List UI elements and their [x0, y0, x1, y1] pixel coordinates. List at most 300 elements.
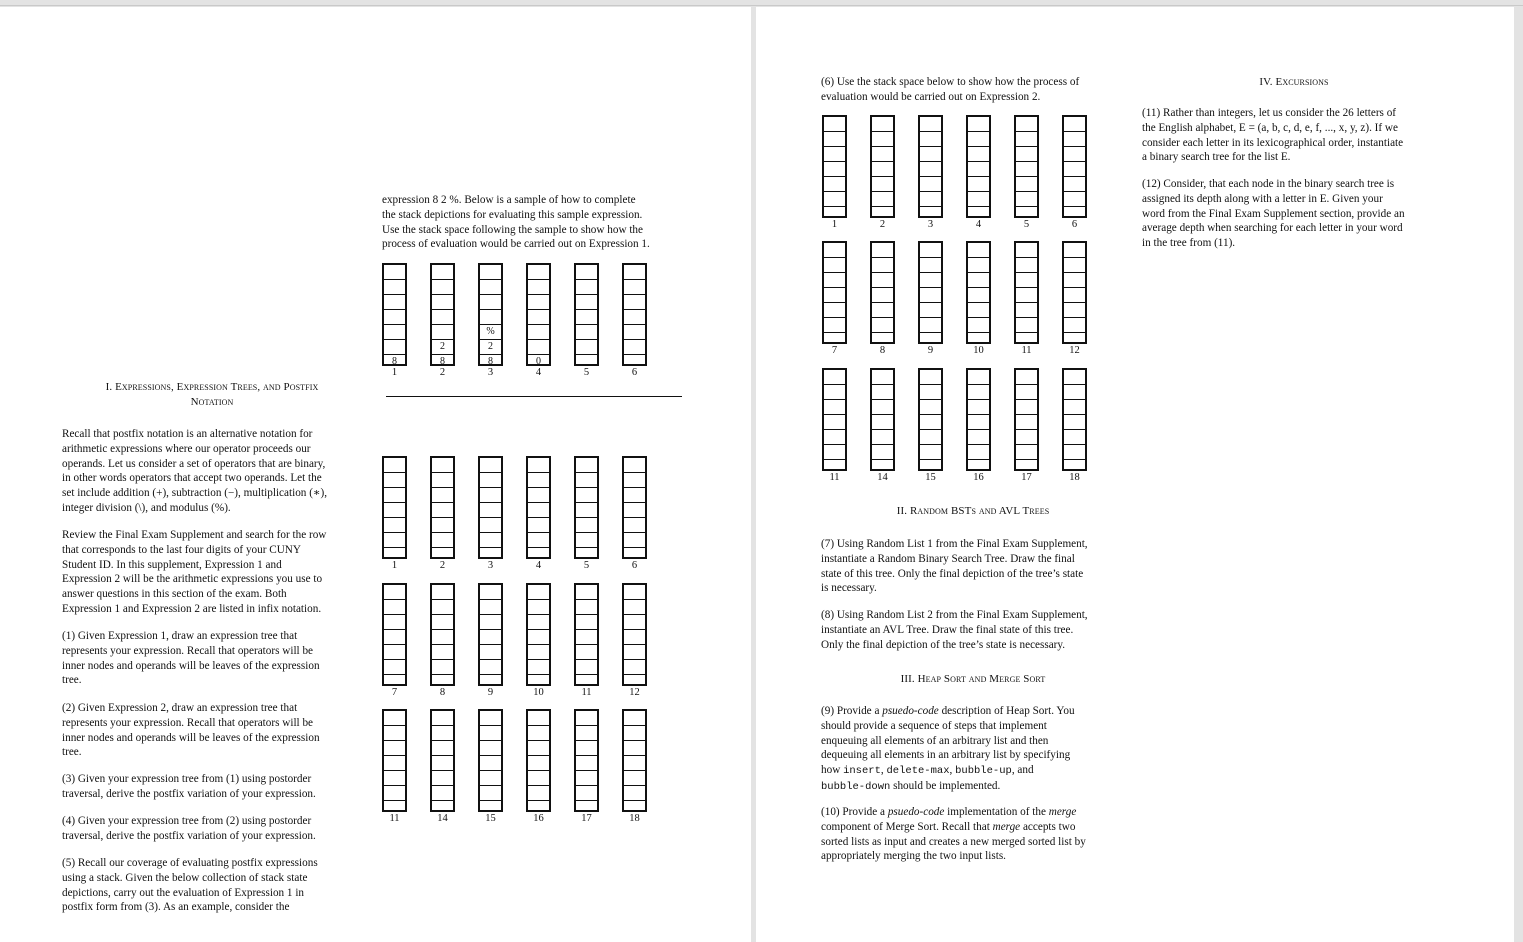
stack-cell — [824, 117, 845, 132]
text-line: Use the stack space following the sample to show how the — [382, 223, 643, 236]
stack-number-label: 6 — [631, 367, 638, 378]
stack-cell — [432, 660, 453, 675]
stack-cell — [920, 258, 941, 273]
stack-cell — [432, 726, 453, 741]
stack-cell — [576, 310, 597, 325]
stack-cell — [576, 615, 597, 630]
stack-cell — [872, 162, 893, 177]
stack-cell — [528, 265, 549, 280]
stack-box — [526, 456, 551, 559]
sample-intro-paragraph — [382, 193, 686, 252]
stack-cell — [528, 615, 549, 630]
stack-cell — [528, 756, 549, 771]
stack-cell — [528, 340, 549, 355]
stack-box — [918, 241, 943, 344]
text-line: the stack depictions for evaluating this sample expression. — [382, 208, 643, 221]
stack-cell — [384, 265, 405, 280]
text-line: (11) Rather than integers, let us consider the 26 letters of — [1142, 107, 1397, 119]
question-2 — [62, 701, 364, 760]
stack-cell — [432, 310, 453, 325]
stack-cell — [1016, 132, 1037, 147]
stack-cell — [480, 503, 501, 518]
text-run: merge — [992, 820, 1021, 833]
text-line: represents your expression. Recall that operators will be — [62, 644, 314, 657]
stack-number-label: 17 — [1021, 472, 1032, 483]
stack-cell — [824, 445, 845, 460]
stack-cell — [920, 415, 941, 430]
text-line: is necessary. — [821, 582, 877, 595]
text-line: evaluation would be carried out on Expression 2. — [821, 90, 1041, 103]
stack-cell — [528, 660, 549, 675]
stack-cell — [824, 415, 845, 430]
text-run: , and — [1011, 764, 1034, 777]
stack-cell — [528, 503, 549, 518]
text-line: appropriately merging the two input lists. — [821, 850, 1006, 863]
stack-box — [478, 583, 503, 686]
text-line: postfix form from (3). As an example, consider the — [62, 901, 290, 914]
stack-cell — [968, 243, 989, 258]
stack-cell — [528, 645, 549, 660]
question-11 — [1142, 106, 1442, 165]
stack-cell: 2 — [432, 340, 453, 355]
text-line: answer questions in this section of the exam. Both — [62, 588, 287, 601]
review-paragraph — [62, 528, 364, 617]
stack-cell — [528, 280, 549, 295]
stack-cell — [872, 370, 893, 385]
text-line: Student ID. In this supplement, Expression 1 and — [62, 558, 282, 571]
stack-number-label: 2 — [439, 367, 446, 378]
stack-cell — [384, 645, 405, 660]
text-line: Review the Final Exam Supplement and search for the row — [62, 529, 327, 541]
stack-cell — [384, 741, 405, 756]
stack-box — [1014, 115, 1039, 218]
question-8 — [821, 608, 1131, 652]
stack-cell — [1064, 258, 1085, 273]
code-run: delete-max — [886, 765, 950, 778]
stack-cell — [480, 660, 501, 675]
text-line — [821, 779, 1131, 795]
stack-cell — [432, 265, 453, 280]
stack-box — [574, 709, 599, 812]
stack-box — [822, 115, 847, 218]
stack-box — [918, 368, 943, 471]
stack-cell — [1064, 370, 1085, 385]
stack-cell — [920, 430, 941, 445]
stack-box — [622, 456, 647, 559]
text-line: in other words operators that accept two operands. Let the — [62, 472, 322, 485]
stack-cell — [624, 600, 645, 615]
stack-cell — [920, 177, 941, 192]
stack-cell — [528, 518, 549, 533]
stack-cell — [480, 280, 501, 295]
stack-cell — [384, 533, 405, 548]
stack-box — [382, 263, 407, 366]
stack-cell — [1064, 192, 1085, 207]
text-run: component of Merge Sort. Recall that — [821, 820, 993, 833]
stack-number-label: 8 — [879, 345, 886, 356]
stack-cell — [576, 630, 597, 645]
stack-cell — [968, 415, 989, 430]
stack-cell — [968, 162, 989, 177]
text-run: how — [821, 764, 844, 777]
text-line: average depth when searching for each letter in your word — [1142, 222, 1403, 235]
stack-cell — [480, 458, 501, 473]
stack-box — [478, 456, 503, 559]
stack-cell — [624, 660, 645, 675]
stack-cell — [872, 273, 893, 288]
stack-cell — [480, 756, 501, 771]
stack-cell — [384, 458, 405, 473]
document-page-right — [756, 7, 1514, 942]
stack-cell — [624, 280, 645, 295]
stack-cell — [1064, 318, 1085, 333]
stack-cell — [920, 318, 941, 333]
stack-cell — [576, 660, 597, 675]
code-run: insert — [843, 765, 881, 778]
stack-cell — [1064, 303, 1085, 318]
stack-cell — [480, 473, 501, 488]
stack-cell — [432, 488, 453, 503]
text-line — [821, 763, 1131, 779]
stack-number-label: 12 — [629, 687, 640, 698]
stack-box — [822, 241, 847, 344]
stack-cell — [1064, 430, 1085, 445]
stack-cell — [480, 630, 501, 645]
stack-cell — [624, 503, 645, 518]
text-line: a binary search tree for the list E. — [1142, 151, 1291, 164]
stack-box — [526, 583, 551, 686]
question-5 — [62, 856, 364, 915]
text-line: tree. — [62, 746, 82, 759]
stack-cell — [480, 741, 501, 756]
stack-number-label: 4 — [535, 560, 542, 571]
stack-box — [526, 263, 551, 366]
text-run: (10) Provide a — [821, 806, 888, 818]
stack-box — [478, 263, 503, 366]
stack-cell — [624, 756, 645, 771]
stack-cell — [624, 771, 645, 786]
stack-number-label: 5 — [583, 367, 590, 378]
stack-number-label: 7 — [391, 687, 398, 698]
stack-box — [822, 368, 847, 471]
stack-box — [430, 583, 455, 686]
stack-cell — [624, 711, 645, 726]
stack-box — [574, 456, 599, 559]
stack-cell — [576, 473, 597, 488]
stack-cell — [432, 585, 453, 600]
stack-cell — [624, 518, 645, 533]
stack-cell — [872, 147, 893, 162]
stack-cell — [1016, 273, 1037, 288]
stack-cell — [480, 518, 501, 533]
stack-cell — [432, 711, 453, 726]
stack-cell: 8 — [392, 356, 397, 367]
stack-cell: 8 — [488, 356, 493, 367]
stack-cell — [384, 325, 405, 340]
stack-box — [1062, 368, 1087, 471]
stack-box — [622, 263, 647, 366]
stack-cell — [528, 786, 549, 801]
stack-cell — [920, 288, 941, 303]
stack-cell — [872, 243, 893, 258]
stack-cell — [968, 258, 989, 273]
stack-cell — [968, 288, 989, 303]
document-page-left — [0, 7, 751, 942]
stack-cell — [480, 771, 501, 786]
stack-cell — [1064, 400, 1085, 415]
section-title-random-bsts: II. Random BSTs and AVL Trees — [896, 505, 1050, 517]
stack-cell — [432, 756, 453, 771]
stack-cell — [872, 385, 893, 400]
stack-cell — [968, 430, 989, 445]
stack-number-label: 11 — [389, 813, 400, 824]
stack-cell — [1016, 117, 1037, 132]
stack-cell — [576, 741, 597, 756]
stack-cell — [968, 370, 989, 385]
stack-cell — [480, 488, 501, 503]
stack-cell — [824, 192, 845, 207]
question-9 — [821, 704, 1131, 795]
stack-box — [526, 709, 551, 812]
stack-cell — [528, 473, 549, 488]
stack-cell — [1016, 445, 1037, 460]
text-line: (5) Recall our coverage of evaluating postfix expressions — [62, 857, 318, 869]
stack-cell — [920, 273, 941, 288]
stack-box — [1062, 115, 1087, 218]
stack-box — [1062, 241, 1087, 344]
stack-cell — [576, 533, 597, 548]
stack-cell — [384, 771, 405, 786]
stack-cell: 0 — [536, 356, 541, 367]
stack-cell — [384, 518, 405, 533]
stack-cell — [432, 325, 453, 340]
stack-cell — [920, 243, 941, 258]
stack-cell — [872, 430, 893, 445]
text-line: expression 8 2 %. Below is a sample of how to complete — [382, 194, 636, 206]
stack-cell — [528, 533, 549, 548]
stack-cell — [920, 400, 941, 415]
intro-paragraph — [62, 427, 364, 516]
stack-cell — [528, 488, 549, 503]
text-line: (4) Given your expression tree from (2) using postorder — [62, 815, 312, 827]
stack-cell — [1064, 243, 1085, 258]
stack-cell — [872, 132, 893, 147]
stack-cell — [872, 415, 893, 430]
stack-cell — [1016, 415, 1037, 430]
stack-cell: 8 — [440, 356, 445, 367]
stack-cell — [384, 473, 405, 488]
stack-cell — [480, 615, 501, 630]
stack-cell — [1016, 430, 1037, 445]
text-line: (1) Given Expression 1, draw an expression tree that — [62, 630, 298, 642]
text-line: Recall that postfix notation is an alternative notation for — [62, 428, 313, 440]
stack-cell — [872, 177, 893, 192]
viewer-top-border — [0, 5, 1523, 6]
stack-cell — [824, 430, 845, 445]
stack-cell — [432, 645, 453, 660]
stack-cell — [824, 288, 845, 303]
stack-cell — [576, 771, 597, 786]
stack-cell — [1016, 162, 1037, 177]
stack-cell — [432, 600, 453, 615]
stack-cell — [1064, 445, 1085, 460]
text-line: tree. — [62, 674, 82, 687]
stack-cell — [384, 340, 405, 355]
stack-number-label: 5 — [1023, 219, 1030, 230]
stack-cell — [1016, 243, 1037, 258]
stack-number-label: 18 — [629, 813, 640, 824]
text-line: word from the Final Exam Supplement section, provide an — [1142, 207, 1405, 220]
stack-cell — [576, 756, 597, 771]
stack-cell — [968, 385, 989, 400]
stack-cell — [528, 630, 549, 645]
stack-cell — [624, 295, 645, 310]
stack-cell — [1064, 147, 1085, 162]
stack-cell — [624, 340, 645, 355]
stack-cell — [1064, 273, 1085, 288]
text-line: sorted lists as input and creates a new merged sorted list by — [821, 835, 1086, 848]
stack-cell — [624, 458, 645, 473]
stack-box — [966, 241, 991, 344]
text-run: description of Heap Sort. You — [938, 705, 1075, 717]
stack-cell — [384, 488, 405, 503]
stack-number-label: 1 — [391, 560, 398, 571]
stack-cell — [528, 458, 549, 473]
stack-cell — [920, 385, 941, 400]
stack-cell — [920, 192, 941, 207]
stack-cell — [920, 162, 941, 177]
stack-number-label: 14 — [877, 472, 888, 483]
stack-cell — [576, 295, 597, 310]
stack-cell — [920, 117, 941, 132]
stack-cell — [1016, 192, 1037, 207]
stack-cell — [920, 147, 941, 162]
stack-number-label: 11 — [829, 472, 840, 483]
stack-cell: 2 — [480, 340, 501, 355]
stack-cell — [1064, 177, 1085, 192]
stack-cell — [384, 615, 405, 630]
text-line: instantiate an AVL Tree. Draw the final state of this tree. — [821, 623, 1074, 636]
question-10 — [821, 805, 1131, 864]
stack-cell — [576, 786, 597, 801]
stack-cell — [480, 645, 501, 660]
stack-cell — [824, 385, 845, 400]
stack-number-label: 4 — [975, 219, 982, 230]
stack-cell — [528, 771, 549, 786]
stack-cell — [824, 162, 845, 177]
stack-cell — [920, 370, 941, 385]
stack-number-label: 10 — [533, 687, 544, 698]
stack-cell — [968, 132, 989, 147]
stack-cell — [872, 192, 893, 207]
stack-cell — [528, 726, 549, 741]
question-12 — [1142, 177, 1442, 251]
stack-cell — [968, 192, 989, 207]
stack-cell — [1064, 117, 1085, 132]
stack-number-label: 10 — [973, 345, 984, 356]
stack-number-label: 7 — [831, 345, 838, 356]
stack-box — [382, 709, 407, 812]
stack-cell — [384, 585, 405, 600]
stack-cell — [432, 280, 453, 295]
stack-box — [870, 115, 895, 218]
text-line: enqueuing all elements of an arbitrary list and then — [821, 734, 1049, 747]
stack-cell — [576, 503, 597, 518]
stack-number-label: 9 — [487, 687, 494, 698]
stack-cell — [872, 318, 893, 333]
stack-cell — [576, 458, 597, 473]
text-line — [821, 805, 1131, 820]
stack-cell — [1064, 132, 1085, 147]
stack-cell — [1064, 288, 1085, 303]
text-line: (12) Consider, that each node in the binary search tree is — [1142, 178, 1395, 190]
text-line: depictions, carry out the evaluation of Expression 1 in — [62, 886, 305, 899]
stack-cell — [968, 117, 989, 132]
stack-cell — [824, 177, 845, 192]
stack-number-label: 11 — [581, 687, 592, 698]
stack-box — [574, 583, 599, 686]
stack-cell — [824, 243, 845, 258]
question-1 — [62, 629, 364, 688]
stack-cell — [824, 132, 845, 147]
stack-cell — [920, 303, 941, 318]
section-title-line: Notation — [190, 396, 234, 408]
code-run: bubble-down — [821, 780, 891, 793]
section-title-line: I. Expressions, Expression Trees, and Postfix — [105, 381, 319, 393]
text-line: assigned its depth along with a letter in E. Given your — [1142, 192, 1383, 205]
text-line: instantiate a Random Binary Search Tree. Draw the final — [821, 552, 1075, 565]
text-line: Only the final depiction of the tree’s state is necessary. — [821, 638, 1066, 651]
text-line: in the tree from (11). — [1142, 237, 1236, 250]
text-line — [821, 704, 1131, 719]
stack-cell — [432, 741, 453, 756]
stack-cell — [432, 771, 453, 786]
stack-cell — [528, 600, 549, 615]
section-title-expressions — [62, 380, 362, 410]
stack-number-label: 3 — [487, 367, 494, 378]
stack-box — [622, 709, 647, 812]
stack-cell — [968, 445, 989, 460]
text-line: Expression 1 and Expression 2 are listed in infix notation. — [62, 602, 322, 615]
stack-cell — [480, 585, 501, 600]
stack-cell — [384, 280, 405, 295]
stack-cell — [384, 726, 405, 741]
stack-number-label: 6 — [631, 560, 638, 571]
text-line: traversal, derive the postfix variation of your expression. — [62, 787, 316, 800]
stack-number-label: 9 — [927, 345, 934, 356]
stack-number-label: 14 — [437, 813, 448, 824]
stack-cell — [576, 265, 597, 280]
stack-cell — [480, 295, 501, 310]
stack-cell — [480, 786, 501, 801]
stack-cell — [824, 147, 845, 162]
stack-cell — [528, 310, 549, 325]
stack-box — [918, 115, 943, 218]
stack-number-label: 6 — [1071, 219, 1078, 230]
stack-cell — [920, 132, 941, 147]
stack-cell — [824, 370, 845, 385]
stack-cell — [824, 258, 845, 273]
text-run: , — [949, 764, 956, 777]
stack-cell — [384, 600, 405, 615]
stack-cell — [920, 445, 941, 460]
question-4 — [62, 814, 364, 844]
stack-cell — [872, 400, 893, 415]
stack-cell — [384, 660, 405, 675]
stack-cell — [528, 295, 549, 310]
stack-cell — [968, 318, 989, 333]
question-3 — [62, 772, 364, 802]
